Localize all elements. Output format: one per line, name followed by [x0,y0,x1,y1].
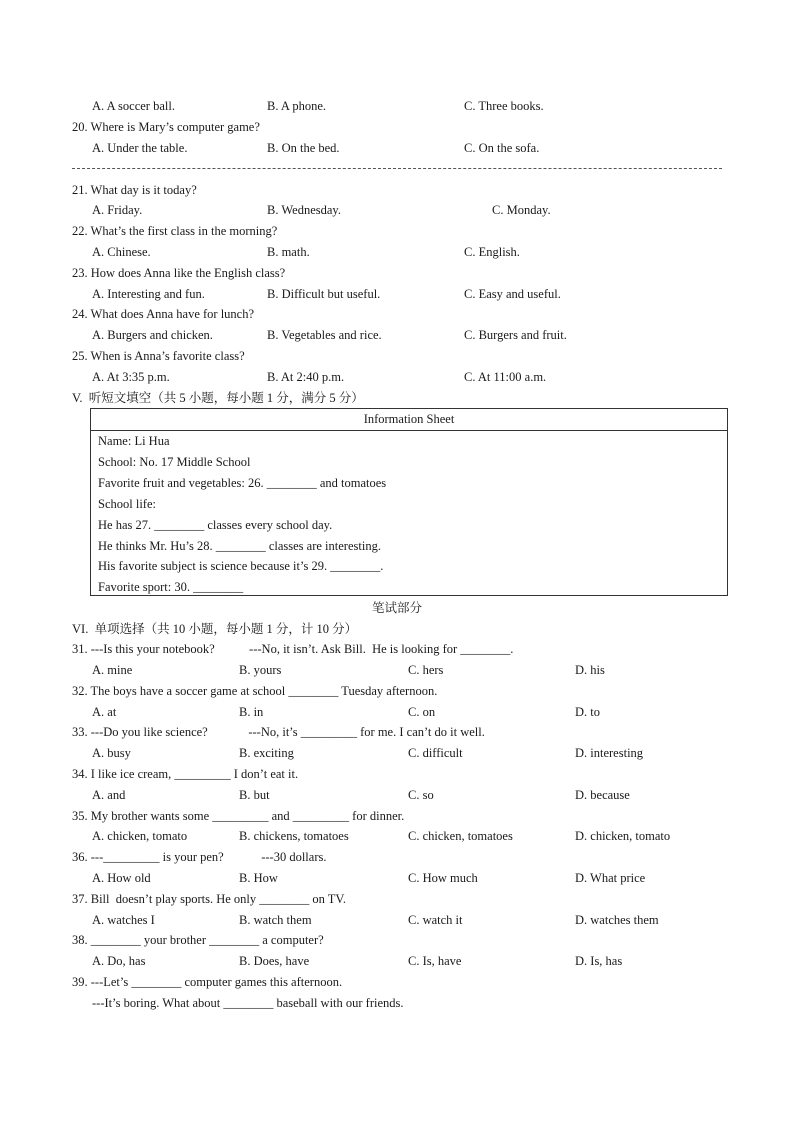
q38-option-c: C. Is, have [408,954,462,968]
q25-stem: 25. When is Anna’s favorite class? [72,349,245,363]
q21-option-a: A. Friday. [92,203,143,217]
q23-stem: 23. How does Anna like the English class? [72,266,286,280]
q23-option-a: A. Interesting and fun. [92,287,205,301]
q32-stem: 32. The boys have a soccer game at school ________ Tuesday afternoon. [72,684,438,698]
q36-option-a: A. How old [92,871,151,885]
q37-option-d: D. watches them [575,913,659,927]
q37-option-a: A. watches I [92,913,155,927]
q33-option-a: A. busy [92,746,131,760]
info-line-mr-hu: He thinks Mr. Hu’s 28. ________ classes are interesting. [98,539,381,553]
q34-option-a: A. and [92,788,126,802]
q35-stem: 35. My brother wants some _________ and _________ for dinner. [72,809,405,823]
q39-stem: 39. ---Let’s ________ computer games this afternoon. [72,975,343,989]
q21-option-c: C. Monday. [492,203,551,217]
information-sheet-heading: Information Sheet [91,409,727,431]
q36-option-c: C. How much [408,871,478,885]
q33-stem: 33. ---Do you like science? ---No, it’s _________ for me. I can’t do it well. [72,725,485,739]
q25-option-b: B. At 2:40 p.m. [267,370,345,384]
q24-option-b: B. Vegetables and rice. [267,328,382,342]
q34-option-d: D. because [575,788,630,802]
q31-option-c: C. hers [408,663,444,677]
q22-option-a: A. Chinese. [92,245,151,259]
q38-option-d: D. Is, has [575,954,623,968]
q32-option-d: D. to [575,705,600,719]
q33-option-b: B. exciting [239,746,294,760]
q39-stem-line-2: ---It’s boring. What about ________ baseball with our friends. [92,996,404,1010]
q31-option-d: D. his [575,663,605,677]
q24-stem: 24. What does Anna have for lunch? [72,307,255,321]
q20-option-a: A. Under the table. [92,141,188,155]
q36-option-d: D. What price [575,871,646,885]
q24-option-c: C. Burgers and fruit. [464,328,567,342]
q20-option-c: C. On the sofa. [464,141,540,155]
q21-option-b: B. Wednesday. [267,203,341,217]
q25-option-c: C. At 11:00 a.m. [464,370,547,384]
q32-option-a: A. at [92,705,117,719]
q23-option-b: B. Difficult but useful. [267,287,381,301]
q20-stem: 20. Where is Mary’s computer game? [72,120,260,134]
q32-option-b: B. in [239,705,264,719]
info-line-name: Name: Li Hua [98,434,170,448]
q37-option-b: B. watch them [239,913,312,927]
q36-stem: 36. ---_________ is your pen? ---30 dollars. [72,850,327,864]
q38-stem: 38. ________ your brother ________ a computer? [72,933,324,947]
q32-option-c: C. on [408,705,436,719]
q31-option-b: B. yours [239,663,282,677]
q35-option-b: B. chickens, tomatoes [239,829,349,843]
q31-option-a: A. mine [92,663,133,677]
q22-stem: 22. What’s the first class in the morning? [72,224,278,238]
info-line-school-life: School life: [98,497,156,511]
q31-stem: 31. ---Is this your notebook? ---No, it isn’t. Ask Bill. He is looking for ________. [72,642,514,656]
q34-option-c: C. so [408,788,434,802]
q23-option-c: C. Easy and useful. [464,287,561,301]
q25-option-a: A. At 3:35 p.m. [92,370,170,384]
q33-option-d: D. interesting [575,746,644,760]
q36-option-b: B. How [239,871,278,885]
q33-option-c: C. difficult [408,746,463,760]
dashed-divider [72,168,722,169]
q35-option-c: C. chicken, tomatoes [408,829,513,843]
q34-stem: 34. I like ice cream, _________ I don’t eat it. [72,767,299,781]
written-part-title: 笔试部分 [371,601,422,615]
q38-option-b: B. Does, have [239,954,310,968]
info-line-classes: He has 27. ________ classes every school day. [98,518,333,532]
section-v-title: V. 听短文填空（共 5 小题，每小题 1 分，满分 5 分） [72,391,364,405]
q35-option-d: D. chicken, tomato [575,829,671,843]
q35-option-a: A. chicken, tomato [92,829,188,843]
info-line-school: School: No. 17 Middle School [98,455,251,469]
info-line-subject: His favorite subject is science because it’s 29. ________. [98,559,384,573]
q37-stem: 37. Bill doesn’t play sports. He only ________ on TV. [72,892,346,906]
info-line-sport: Favorite sport: 30. ________ [98,580,244,594]
q19-option-a: A. A soccer ball. [92,99,175,113]
q19-option-c: C. Three books. [464,99,544,113]
q37-option-c: C. watch it [408,913,463,927]
q34-option-b: B. but [239,788,270,802]
information-sheet [90,408,728,596]
info-line-fruit-vegetables: Favorite fruit and vegetables: 26. ________ and tomatoes [98,476,387,490]
section-vi-title: VI. 单项选择（共 10 小题，每小题 1 分，计 10 分） [72,622,358,636]
q38-option-a: A. Do, has [92,954,146,968]
q24-option-a: A. Burgers and chicken. [92,328,213,342]
q20-option-b: B. On the bed. [267,141,340,155]
q22-option-b: B. math. [267,245,310,259]
q19-option-b: B. A phone. [267,99,327,113]
q22-option-c: C. English. [464,245,520,259]
q21-stem: 21. What day is it today? [72,183,197,197]
